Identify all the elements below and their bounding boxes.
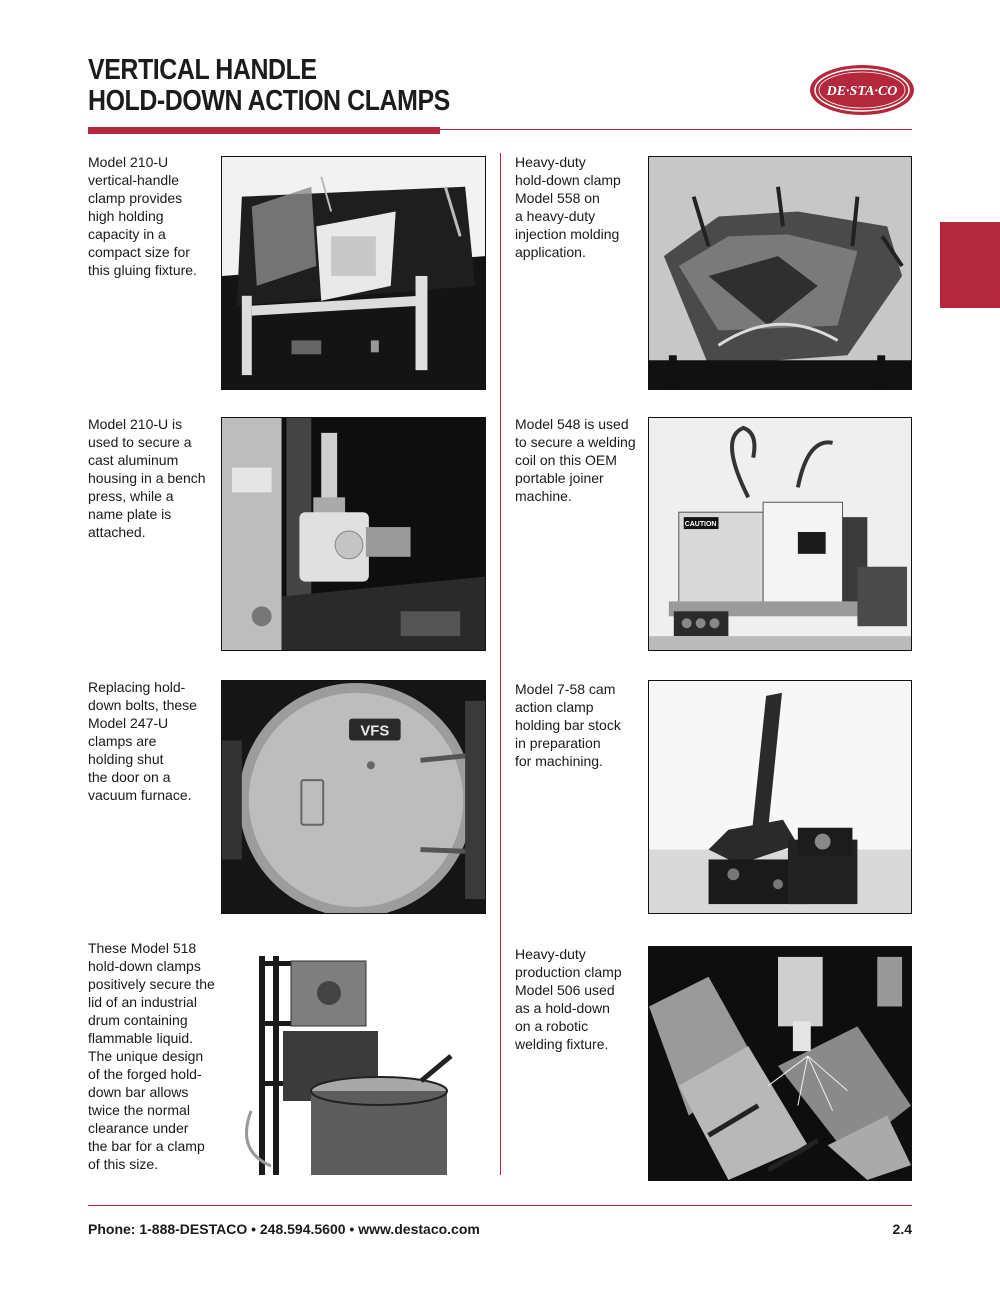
photo-industrial-drum xyxy=(221,941,486,1175)
caption-model-7-58-bar-stock: Model 7-58 cam action clamp holding bar stock in preparation for machining. xyxy=(515,681,621,769)
page-number: 2.4 xyxy=(892,1221,912,1237)
photo-vacuum-furnace xyxy=(221,680,486,914)
caption-model-548-welding-coil: Model 548 is used to secure a welding coil on this OEM portable joiner machine. xyxy=(515,416,636,504)
page-title xyxy=(88,55,450,117)
logo-text: DE·STA·CO xyxy=(826,84,898,99)
title-line-1: VERTICAL HANDLE xyxy=(88,54,317,86)
caution-label: CAUTION xyxy=(684,521,717,529)
vfs-label: VFS xyxy=(360,723,390,740)
title-rule xyxy=(440,129,912,130)
caption-model-210u-bench-press: Model 210-U is used to secure a cast aluminum housing in a bench press, while a name plate is attached. xyxy=(88,416,206,540)
caption-model-247u-furnace: Replacing hold- down bolts, these Model 247-U clamps are holding shut the door on a vacuum furnace. xyxy=(88,679,197,803)
footer-contact: Phone: 1-888-DESTACO • 248.594.5600 • www.destaco.com xyxy=(88,1221,480,1237)
footer-rule xyxy=(88,1205,912,1206)
caption-model-210u-gluing: Model 210-U vertical-handle clamp provides high holding capacity in a compact size for this gluing fixture. xyxy=(88,154,197,278)
caption-model-558-molding: Heavy-duty hold-down clamp Model 558 on a heavy-duty injection molding application. xyxy=(515,154,621,260)
photo-bench-press xyxy=(221,417,486,651)
column-divider xyxy=(500,153,501,1175)
section-tab xyxy=(940,222,1000,308)
photo-cam-action-clamp xyxy=(648,680,912,914)
caption-model-506-welding-fixture: Heavy-duty production clamp Model 506 used as a hold-down on a robotic welding fixture. xyxy=(515,946,622,1052)
caption-model-518-drum: These Model 518 hold-down clamps positively secure the lid of an industrial drum containing flammable liquid. The unique design of the forged hold- down bar allows twice the normal clearance under the bar for a clamp of this size. xyxy=(88,940,215,1172)
title-accent-bar xyxy=(88,127,440,134)
destaco-logo xyxy=(808,63,916,117)
photo-gluing-fixture xyxy=(221,156,486,390)
photo-robotic-welding xyxy=(648,946,912,1181)
photo-injection-molding xyxy=(648,156,912,390)
photo-portable-joiner xyxy=(648,417,912,651)
title-line-2: HOLD-DOWN ACTION CLAMPS xyxy=(88,85,450,117)
